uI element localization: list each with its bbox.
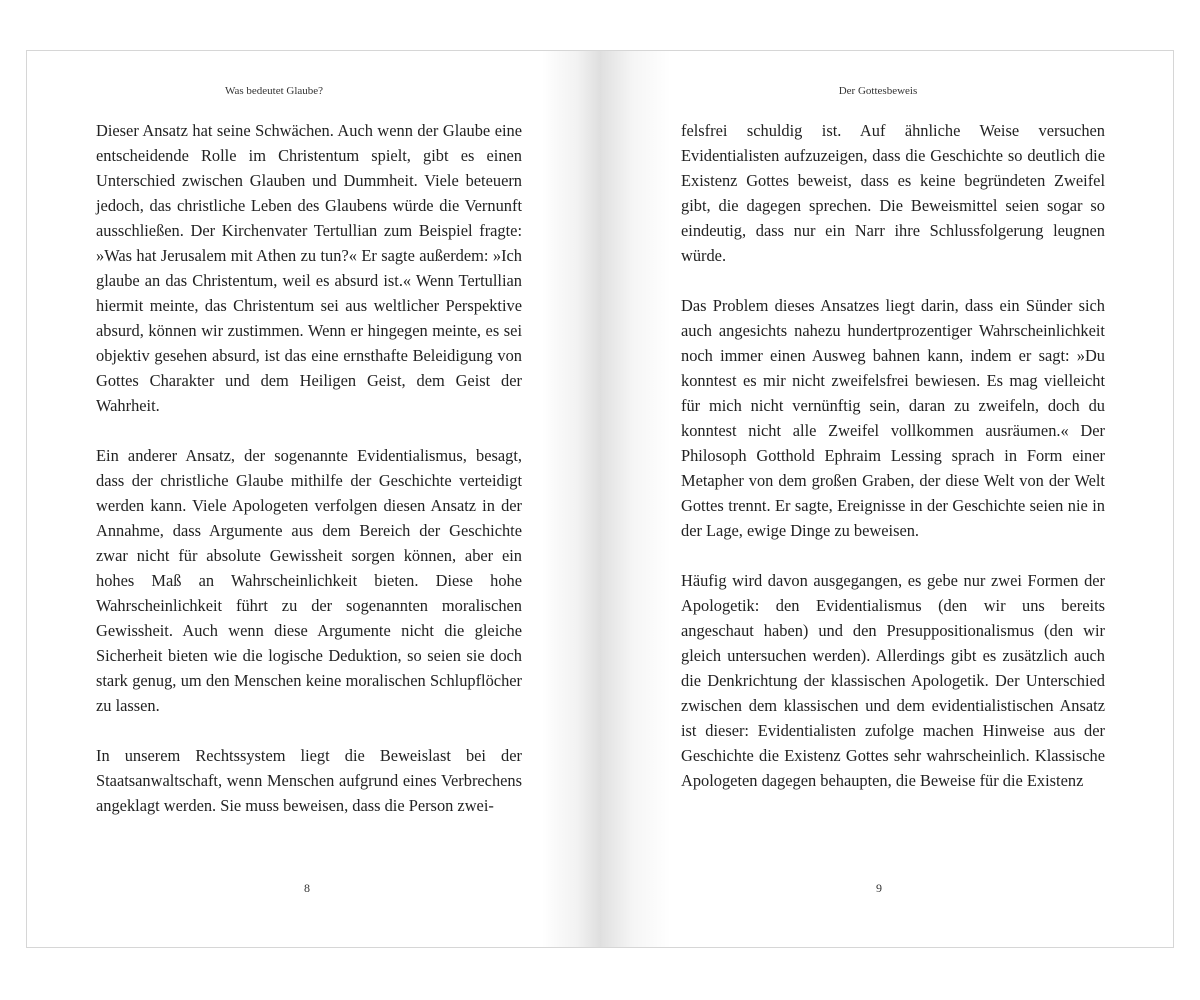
paragraph: Häufig wird davon ausgegangen, es gebe nur zwei Formen der Apologetik: den Evidentialismus (den wir uns bereits angeschaut haben) und den Presuppositionalismus (den wir gleich untersuchen werden). Allerdings gibt es zusätzlich auch die Denkrichtung der klassischen Apologetik. Der Unterschied zwischen dem klassischen und dem evidentialistischen Ansatz ist dieser: Evidentialisten zufolge machen Hinweise aus der Geschichte die Existenz Gottes sehr wahrscheinlich. Klassische Apologeten dagegen behaupten, die Beweise für die Existenz bbox=[681, 571, 1105, 790]
paragraph: Ein anderer Ansatz, der sogenannte Evidentialismus, besagt, dass der christliche Glaube mithilfe der Geschichte verteidigt werden kann. Viele Apologeten verfolgen diesen Ansatz in der Annahme, dass Argumente aus dem Bereich der Geschichte zwar nicht für absolute Gewissheit sorgen können, aber ein hohes Maß an Wahrscheinlichkeit bieten. Diese hohe Wahrscheinlichkeit führt zu der sogenannten moralischen Gewissheit. Auch wenn diese Argumente nicht die gleiche Sicherheit bieten wie die logische Deduktion, so seien sie doch stark genug, um den Menschen keine moralischen Schlupflöcher zu lassen. bbox=[96, 446, 522, 715]
running-head-left: Was bedeutet Glaube? bbox=[224, 85, 324, 97]
paragraph: Dieser Ansatz hat seine Schwächen. Auch wenn der Glaube eine entscheidende Rolle im Christentum spielt, gibt es einen Unterschied zwischen Glauben und Dummheit. Viele beteuern jedoch, das christliche Leben des Glaubens würde die Vernunft ausschließen. Der Kirchenvater Tertullian zum Beispiel fragte: »Was hat Jerusalem mit Athen zu tun?« Er sagte außerdem: »Ich glaube an das Christentum, weil es absurd ist.« Wenn Tertullian hiermit meinte, das Christentum sei aus weltlicher Perspektive absurd, können wir zustimmen. Wenn er hingegen meinte, es sei objektiv gesehen absurd, ist das eine ernsthafte Beleidigung von Gottes Charakter und dem Heiligen Geist, dem Geist der Wahrheit. bbox=[96, 121, 522, 415]
page-number-right: 9 bbox=[876, 881, 882, 895]
paragraph: In unserem Rechtssystem liegt die Beweislast bei der Staatsanwaltschaft, wenn Menschen aufgrund eines Verbrechens angeklagt werden. Sie muss beweisen, dass die Person zwei- bbox=[96, 746, 522, 815]
left-page-body bbox=[96, 118, 522, 818]
paragraph: Das Problem dieses Ansatzes liegt darin, dass ein Sünder sich auch angesichts nahezu hundertprozentiger Wahrscheinlichkeit noch immer einen Ausweg bahnen kann, indem er sagt: »Du konntest es mir nicht zweifelsfrei bewiesen. Es mag vielleicht für mich nicht vernünftig sein, daran zu zweifeln, doch du konntest nicht alle Zweifel vollkommen ausräumen.« Der Philosoph Gotthold Ephraim Lessing sprach in Form einer Metapher von dem großen Graben, der diese Welt von der Welt Gottes trennt. Er sagte, Ereignisse in der Geschichte seien nie in der Lage, ewige Dinge zu beweisen. bbox=[681, 296, 1105, 540]
right-page bbox=[601, 51, 1174, 947]
page-number-left: 8 bbox=[304, 881, 310, 895]
gutter-shadow bbox=[601, 51, 671, 947]
paragraph: felsfrei schuldig ist. Auf ähnliche Weise versuchen Evidentialisten aufzuzeigen, dass die Geschichte so deutlich die Existenz Gottes beweist, dass es keine begründeten Zweifel gibt, die dagegen sprechen. Die Beweismittel seien sogar so eindeutig, dass nur ein Narr ihre Schlussfolgerung leugnen würde. bbox=[681, 121, 1105, 265]
book-spread bbox=[26, 50, 1174, 948]
running-head-right: Der Gottesbeweis bbox=[838, 85, 918, 97]
right-page-body bbox=[681, 118, 1105, 793]
gutter-shadow bbox=[541, 51, 601, 947]
left-page bbox=[27, 51, 601, 947]
